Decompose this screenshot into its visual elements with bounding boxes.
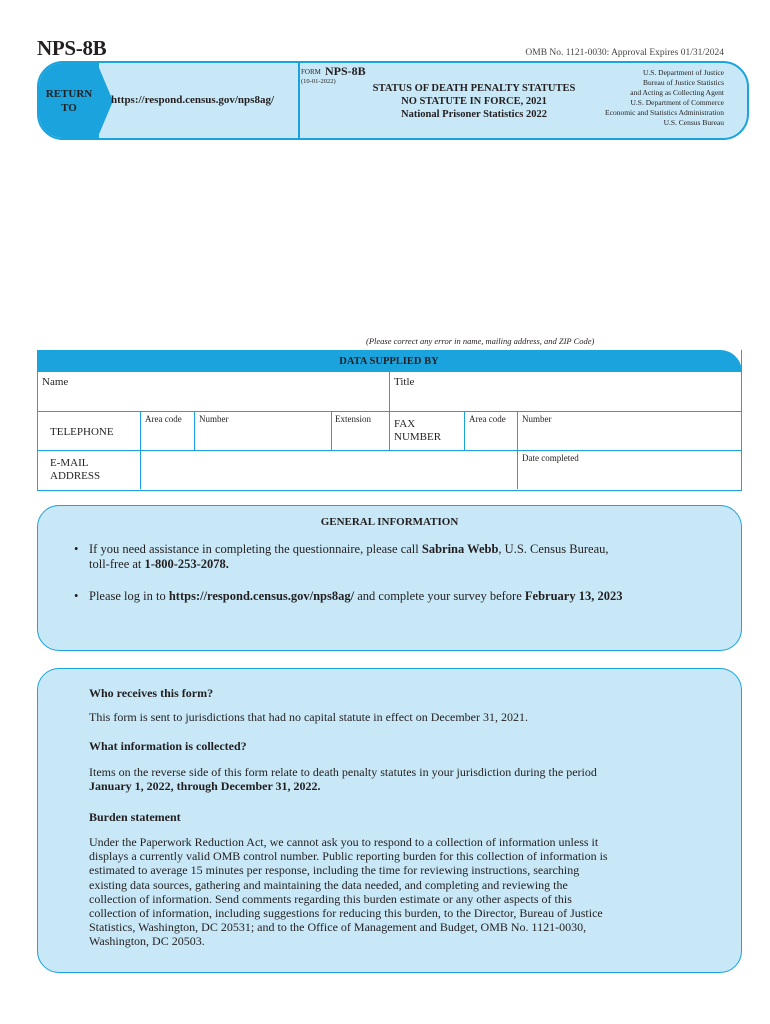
burden-text	[89, 835, 709, 949]
who-receives-text: This form is sent to jurisdictions that had no capital statute in effect on December 31, 2021.	[89, 710, 529, 724]
what-collected-period: January 1, 2022, through December 31, 2022.	[89, 779, 321, 794]
contact-name: Sabrina Webb	[421, 542, 499, 556]
agency-line: and Acting as Collecting Agent	[630, 88, 724, 97]
date-completed-label: Date completed	[522, 453, 579, 463]
contact-phone[interactable]: 1-800-253-2078.	[144, 557, 229, 571]
fax-label	[394, 418, 441, 444]
bullet-icon: •	[74, 542, 79, 556]
login-text-mid: and complete your survey before	[354, 589, 525, 603]
agency-line: U.S. Department of Commerce	[630, 98, 724, 107]
email-label-line-1: E-MAIL	[50, 457, 89, 469]
return-url[interactable]: https://respond.census.gov/nps8ag/	[111, 94, 275, 106]
burden-line: collection of information. Send comments regarding this burden estimate or any other aspects of this	[89, 891, 572, 906]
title-line-2: NO STATUTE IN FORCE, 2021	[401, 96, 547, 107]
burden-line: Washington, DC 20503.	[89, 934, 205, 949]
fax-label-line-2: NUMBER	[394, 431, 442, 443]
email-field[interactable]	[141, 451, 518, 489]
bullet-login	[74, 589, 709, 604]
who-receives-heading: Who receives this form?	[89, 686, 214, 700]
form-date: (10-01-2022)	[301, 78, 336, 85]
title-field[interactable]	[390, 372, 741, 412]
omb-approval: OMB No. 1121-0030: Approval Expires 01/31/2024	[525, 48, 724, 58]
burden-line: estimated to average 15 minutes per response, including the time for reviewing instructions, searching	[89, 863, 580, 878]
deadline-date: February 13, 2023	[524, 589, 623, 603]
bullet-icon: •	[74, 589, 79, 603]
tollfree-text: toll-free at	[89, 557, 145, 571]
burden-line: displays a currently valid OMB control number. Public reporting burden for this collection of information is	[89, 849, 608, 864]
login-url[interactable]: https://respond.census.gov/nps8ag/	[168, 589, 355, 603]
return-line-1: RETURN	[45, 88, 93, 100]
form-name: NPS-8B	[325, 64, 366, 78]
login-text: Please log in to	[89, 589, 169, 603]
telephone-label: TELEPHONE	[50, 426, 114, 438]
burden-heading: Burden statement	[89, 810, 181, 824]
about-form-box	[37, 668, 742, 973]
email-label-line-2: ADDRESS	[50, 470, 101, 482]
data-supplied-table	[37, 350, 742, 491]
form-prefix: FORM	[301, 68, 321, 76]
agency-line: U.S. Census Bureau	[663, 118, 724, 127]
burden-line: Under the Paperwork Reduction Act, we cannot ask you to respond to a collection of information unless it	[89, 835, 599, 849]
assistance-text: If you need assistance in completing the questionnaire, please call	[89, 542, 422, 556]
what-collected-heading: What information is collected?	[89, 739, 247, 753]
fax-area-code-label: Area code	[469, 414, 506, 424]
phone-area-code-label: Area code	[145, 414, 182, 424]
general-information-title: GENERAL INFORMATION	[320, 516, 459, 528]
phone-number-label: Number	[199, 414, 229, 424]
agency-line: U.S. Department of Justice	[642, 68, 724, 77]
what-collected-line-1: Items on the reverse side of this form relate to death penalty statutes in your jurisdiction during the period	[89, 765, 597, 779]
agency-block	[559, 68, 724, 128]
fax-number-label: Number	[522, 414, 552, 424]
burden-line: existing data sources, gathering and maintaining the data needed, and completing and reviewing the	[89, 877, 568, 892]
return-label	[39, 87, 99, 115]
title-line-3: National Prisoner Statistics 2022	[401, 109, 547, 120]
burden-line: collection of information, including suggestions for reducing this burden, to the Director, Bureau of Justice	[89, 906, 603, 921]
burden-line: Statistics, Washington, DC 20531; and to the Office of Management and Budget, OMB No. 1121-0030,	[89, 920, 587, 935]
assistance-text-mid: , U.S. Census Bureau,	[498, 542, 609, 556]
form-code: NPS-8B	[37, 36, 107, 60]
what-collected-text	[89, 765, 709, 793]
bullet-assistance	[74, 542, 709, 572]
return-line-2: TO	[61, 102, 77, 114]
agency-line: Economic and Statistics Administration	[605, 108, 724, 117]
name-field[interactable]	[38, 372, 390, 412]
phone-extension-label: Extension	[335, 414, 371, 424]
agency-line: Bureau of Justice Statistics	[642, 78, 724, 87]
data-supplied-heading: DATA SUPPLIED BY	[37, 350, 742, 372]
header-banner	[37, 61, 749, 140]
name-label: Name	[42, 376, 69, 388]
title-label: Title	[394, 376, 415, 388]
email-label	[50, 457, 100, 483]
fax-label-line-1: FAX	[394, 418, 416, 430]
title-line-1: STATUS OF DEATH PENALTY STATUTES	[372, 83, 576, 94]
general-information-box	[37, 505, 742, 651]
correct-note: (Please correct any error in name, mailing address, and ZIP Code)	[366, 336, 595, 346]
